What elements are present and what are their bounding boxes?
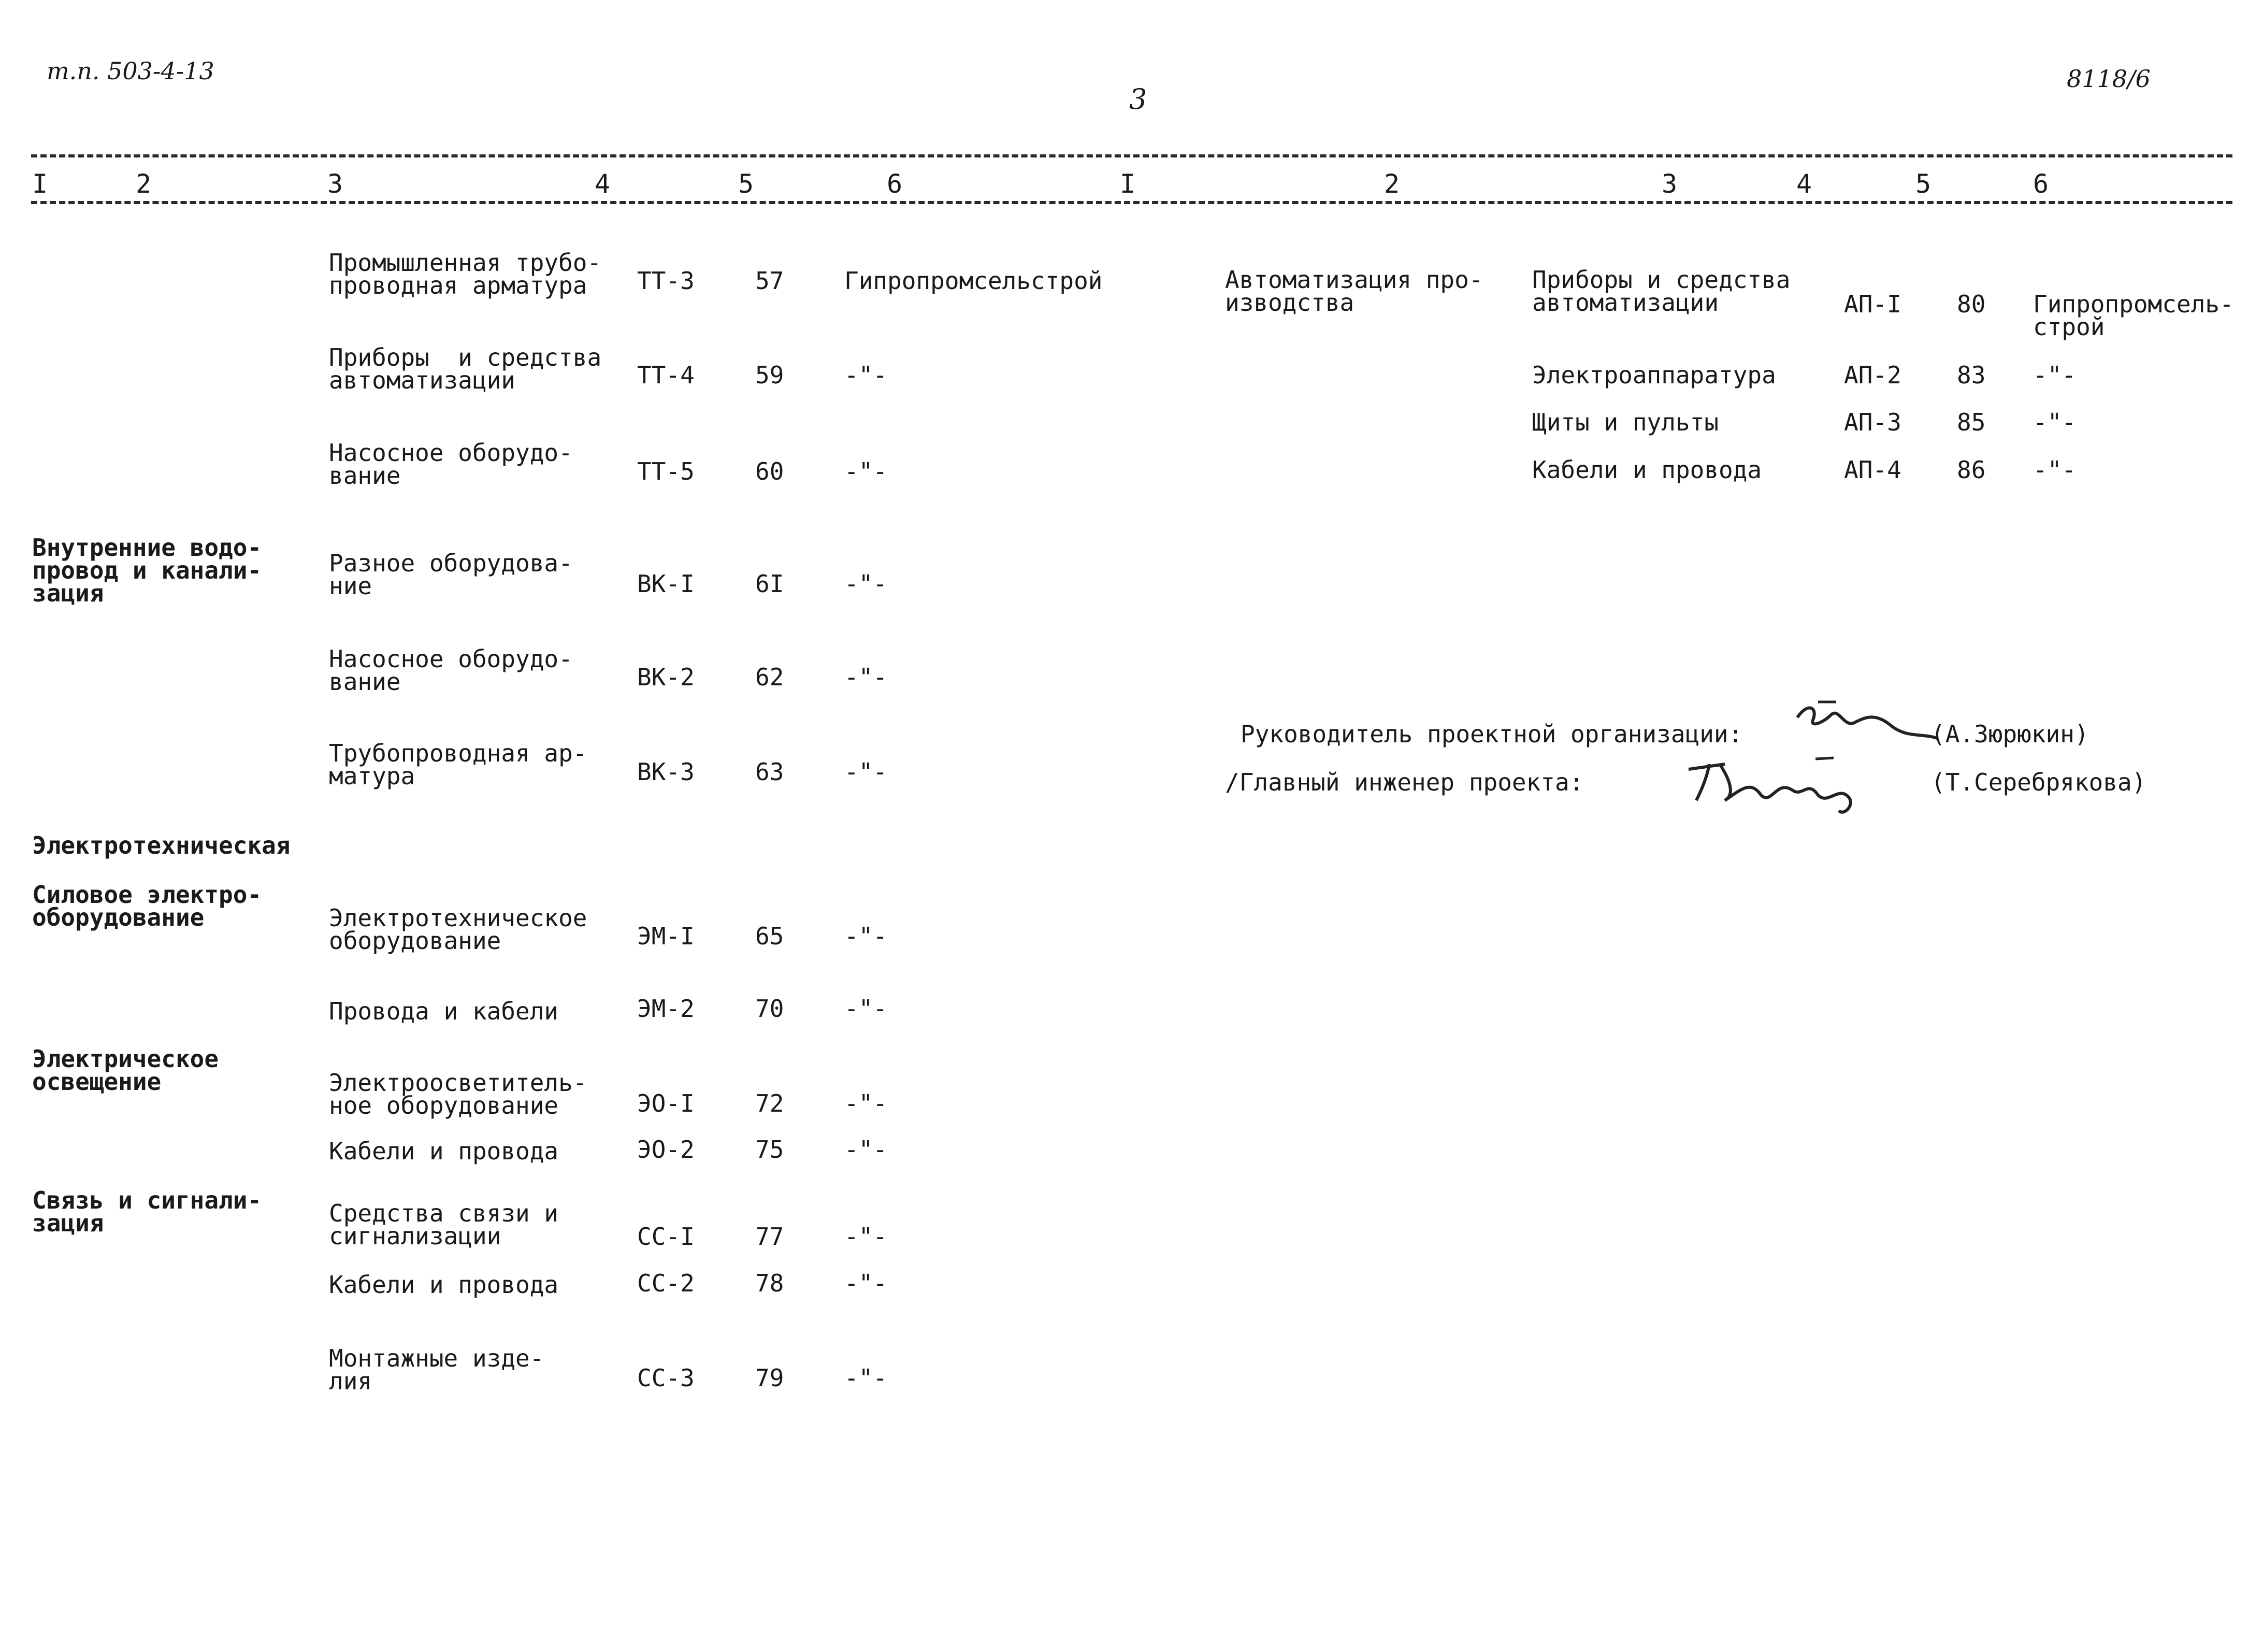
row-organization: -"-: [844, 1089, 888, 1117]
header-rule-bottom: [31, 201, 2232, 204]
col-header-6: 6: [887, 169, 903, 199]
row-number: 83: [1957, 361, 1986, 389]
row-organization: Гипропромсельстрой: [844, 267, 1103, 295]
row-code: ЭО-I: [637, 1089, 695, 1117]
chief-signature-icon: [1683, 749, 1870, 831]
row-organization: -"-: [844, 361, 888, 389]
row-number: 62: [755, 663, 784, 691]
group-electrotechnical: Электротехническая: [32, 831, 291, 859]
row-number: 86: [1957, 456, 1986, 484]
row-number: 63: [755, 758, 784, 786]
col-header-1: I: [32, 169, 48, 199]
row-organization: -"-: [844, 922, 888, 950]
row-organization: -"-: [844, 1269, 888, 1297]
row-organization: -"-: [844, 457, 888, 485]
row-number: 59: [755, 361, 784, 389]
row-code: АП-I: [1844, 290, 1901, 318]
row-name: Кабели и провода: [329, 1137, 559, 1165]
row-code: СС-2: [637, 1269, 695, 1297]
row-number: 70: [755, 995, 784, 1023]
row-code: ЭМ-2: [637, 995, 695, 1023]
row-code: ВК-2: [637, 663, 695, 691]
row-number: 57: [755, 267, 784, 295]
row-name: Насосное оборудо- вание: [329, 645, 573, 696]
col-header-5: 5: [738, 169, 754, 199]
row-code: ЭО-2: [637, 1136, 695, 1163]
row-organization: -"-: [2033, 456, 2077, 484]
row-code: ТТ-3: [637, 267, 695, 295]
row-number: 85: [1957, 408, 1986, 436]
row-name: Электроаппаратура: [1532, 361, 1776, 389]
row-name: Кабели и провода: [329, 1271, 559, 1299]
row-number: 78: [755, 1269, 784, 1297]
row-code: ТТ-5: [637, 457, 695, 485]
row-organization: -"-: [2033, 361, 2077, 389]
row-code: ВК-3: [637, 758, 695, 786]
row-number: 6I: [755, 570, 784, 598]
archive-number-stamp: 8118/6: [2067, 65, 2151, 93]
document-code-stamp: т.п. 503-4-13: [47, 57, 214, 85]
col-header-4: 4: [595, 169, 611, 199]
row-organization: -"-: [844, 758, 888, 786]
row-organization: -"-: [844, 995, 888, 1023]
row-name: Щиты и пульты: [1532, 408, 1719, 436]
row-code: ЭМ-I: [637, 922, 695, 950]
row-number: 80: [1957, 290, 1986, 318]
row-name: Провода и кабели: [329, 997, 559, 1025]
row-number: 60: [755, 457, 784, 485]
row-code: ВК-I: [637, 570, 695, 598]
row-code: АП-4: [1844, 456, 1901, 484]
row-organization: -"-: [844, 570, 888, 598]
row-name: Электроосветитель- ное оборудование: [329, 1069, 587, 1119]
row-code: ТТ-4: [637, 361, 695, 389]
group-power-equipment: Силовое электро- оборудование: [32, 881, 262, 931]
row-name: Электротехническое оборудование: [329, 904, 587, 955]
col-header-2: 2: [136, 169, 152, 199]
row-code: АП-3: [1844, 408, 1901, 436]
col-header-3r: 3: [1662, 169, 1678, 199]
group-water-sewer: Внутренние водо- провод и канали- зация: [32, 534, 262, 607]
row-code: СС-3: [637, 1364, 695, 1392]
page-number: 3: [1129, 83, 1147, 116]
group-automation: Автоматизация про- изводства: [1225, 266, 1483, 317]
row-organization: Гипропромсель- строй: [2033, 290, 2234, 341]
row-number: 77: [755, 1223, 784, 1251]
col-header-3: 3: [327, 169, 343, 199]
row-name: Трубопроводная ар- матура: [329, 739, 587, 790]
row-name: Средства связи и сигнализации: [329, 1199, 559, 1250]
chief-engineer-name: (Т.Серебрякова): [1931, 768, 2146, 796]
row-organization: -"-: [844, 1364, 888, 1392]
row-name: Приборы и средства автоматизации: [329, 343, 602, 394]
row-name: Кабели и провода: [1532, 456, 1762, 484]
row-name: Приборы и средства автоматизации: [1532, 266, 1791, 317]
row-number: 79: [755, 1364, 784, 1392]
chief-engineer-label: /Главный инженер проекта:: [1225, 768, 1584, 796]
row-name: Промышленная трубо- проводная арматура: [329, 249, 602, 299]
row-number: 65: [755, 922, 784, 950]
group-communication: Связь и сигнали- зация: [32, 1186, 262, 1237]
row-organization: -"-: [844, 1136, 888, 1163]
row-code: АП-2: [1844, 361, 1901, 389]
head-name: (А.Зюрюкин): [1931, 720, 2089, 748]
col-header-1r: I: [1120, 169, 1136, 199]
row-name: Разное оборудова- ние: [329, 549, 573, 600]
row-name: Монтажные изде- лия: [329, 1344, 544, 1395]
row-code: СС-I: [637, 1223, 695, 1251]
row-number: 72: [755, 1089, 784, 1117]
col-header-4r: 4: [1796, 169, 1812, 199]
row-name: Насосное оборудо- вание: [329, 439, 573, 490]
group-electric-lighting: Электрическое освещение: [32, 1045, 219, 1096]
row-organization: -"-: [844, 663, 888, 691]
row-organization: -"-: [2033, 408, 2077, 436]
head-of-organization-label: Руководитель проектной организации:: [1241, 720, 1743, 748]
header-rule-top: [31, 154, 2232, 157]
row-organization: -"-: [844, 1223, 888, 1251]
row-number: 75: [755, 1136, 784, 1163]
col-header-2r: 2: [1384, 169, 1400, 199]
col-header-5r: 5: [1915, 169, 1932, 199]
col-header-6r: 6: [2033, 169, 2049, 199]
